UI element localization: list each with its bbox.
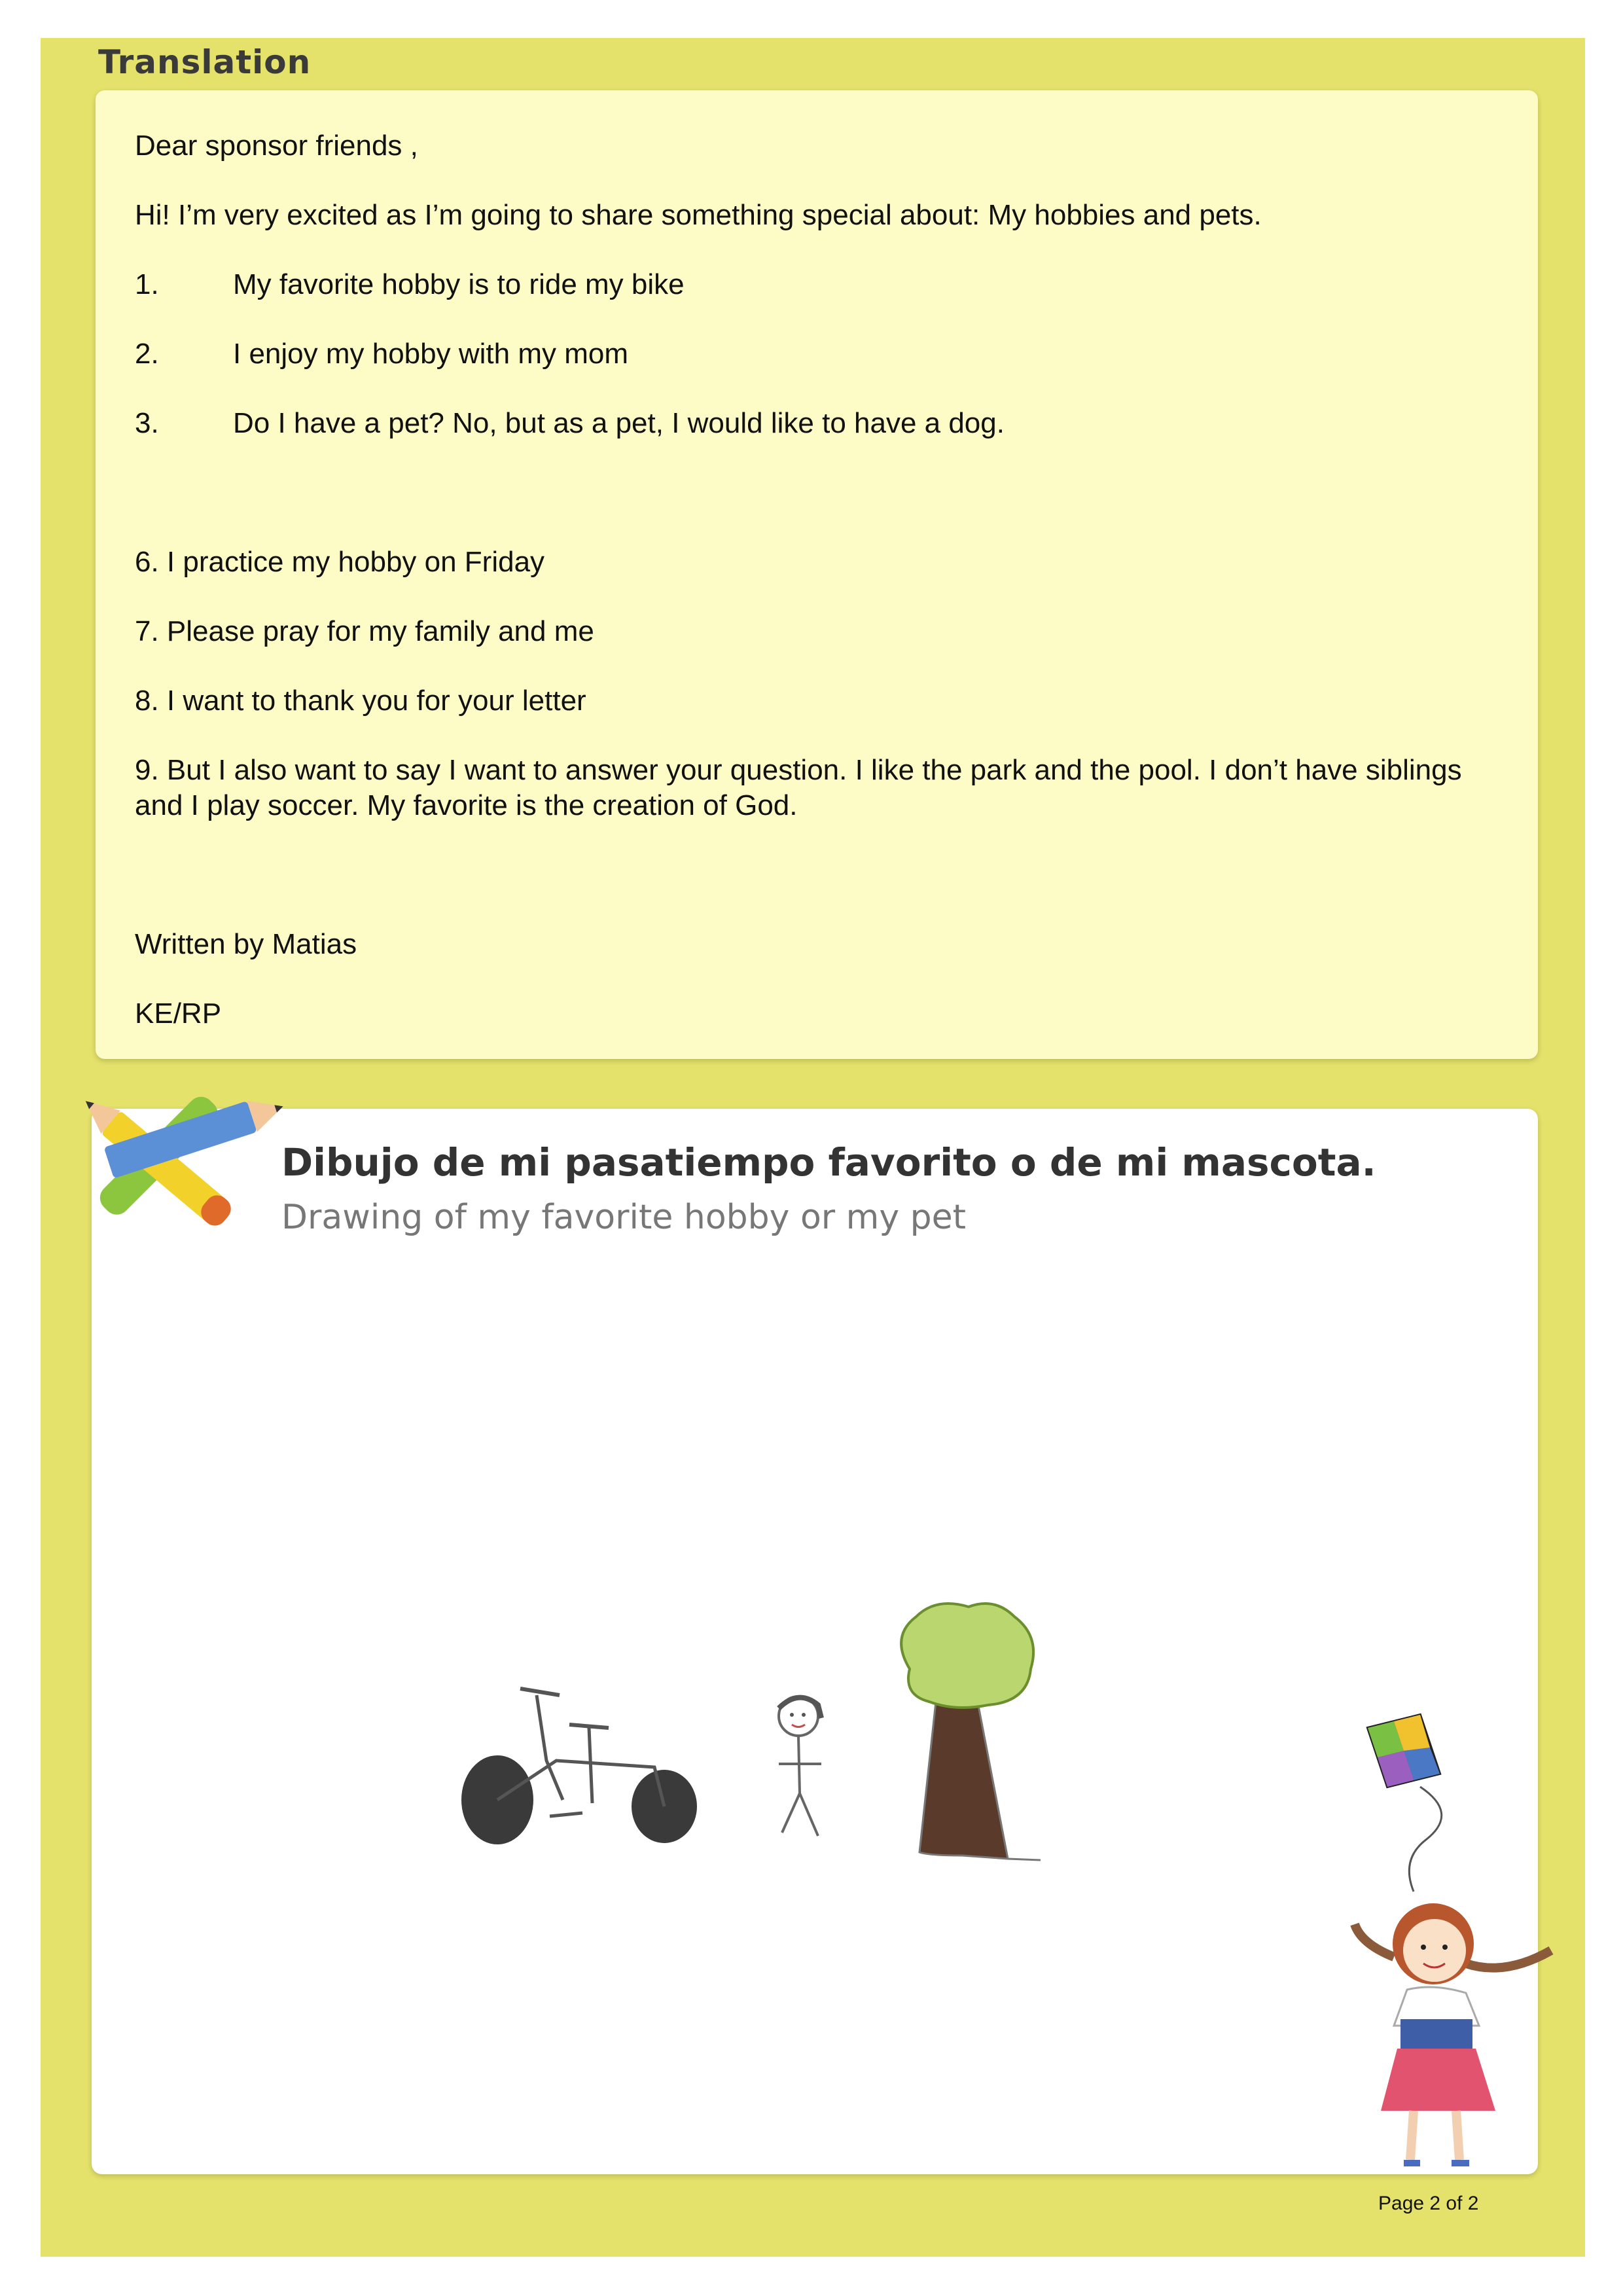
- letter-intro: Hi! I’m very excited as I’m going to share something special about: My hobbies and pets.: [135, 199, 1262, 231]
- list-item-number: 3.: [135, 407, 159, 439]
- letter-line-9a: 9. But I also want to say I want to answer your question. I like the park and the pool. I don’t have siblings: [135, 754, 1462, 786]
- tree-drawing: [890, 1597, 1060, 1878]
- letter-signature: Written by Matias: [135, 928, 357, 960]
- letter-line-6: 6. I practice my hobby on Friday: [135, 546, 545, 578]
- list-item-text: Do I have a pet? No, but as a pet, I would like to have a dog.: [233, 407, 1005, 439]
- drawing-panel: [92, 1109, 1538, 2174]
- kite-icon: [1348, 1702, 1466, 1898]
- girl-illustration: [1335, 1885, 1571, 2186]
- letter-initials: KE/RP: [135, 997, 222, 1030]
- list-item-text: My favorite hobby is to ride my bike: [233, 268, 685, 300]
- drawing-title: Dibujo de mi pasatiempo favorito o de mi mascota.: [281, 1140, 1376, 1185]
- person-drawing: [759, 1682, 851, 1852]
- list-item-text: I enjoy my hobby with my mom: [233, 338, 628, 370]
- letter-line-8: 8. I want to thank you for your letter: [135, 685, 586, 717]
- section-title: Translation: [98, 43, 312, 81]
- letter-line-7: 7. Please pray for my family and me: [135, 615, 594, 647]
- list-item-number: 2.: [135, 338, 159, 370]
- letter-line-9b: and I play soccer. My favorite is the creation of God.: [135, 789, 798, 821]
- bicycle-drawing: [452, 1662, 713, 1859]
- pencils-icon: [59, 1067, 281, 1250]
- letter-greeting: Dear sponsor friends ,: [135, 130, 418, 162]
- drawing-subtitle: Drawing of my favorite hobby or my pet: [281, 1198, 967, 1237]
- list-item-number: 1.: [135, 268, 159, 300]
- page-number: Page 2 of 2: [1378, 2193, 1479, 2214]
